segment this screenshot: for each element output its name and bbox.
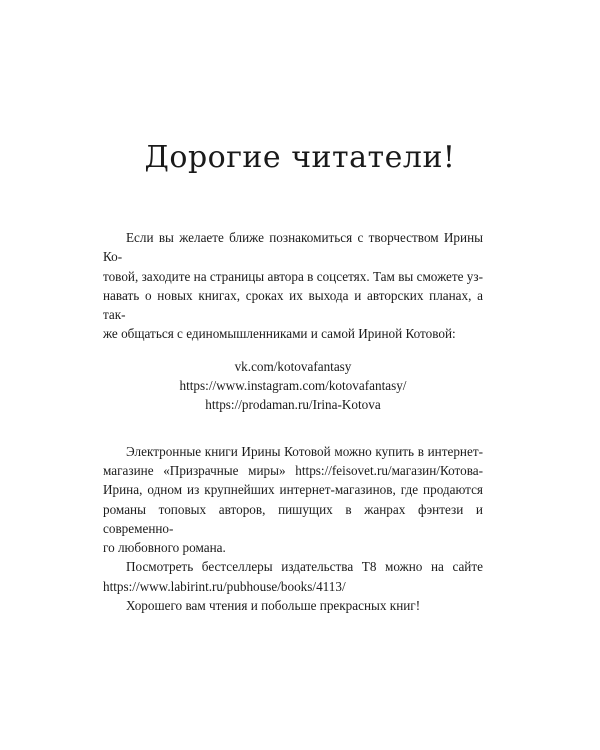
ebooks-paragraph [103, 442, 483, 558]
closing-line: Хорошего вам чтения и побольше прекрасных книг! [126, 598, 421, 614]
ebooks-line-5: го любовного романа. [103, 540, 226, 556]
ebooks-line-3: Ирина, одном из крупнейших интернет-магазинов, где продаются [103, 482, 483, 498]
intro-line-1: Если вы желаете ближе познакомиться с творчеством Ирины Ко- [103, 230, 483, 265]
page-body [103, 228, 483, 615]
intro-line-2: товой, заходите на страницы автора в соцсетях. Там вы сможете уз- [103, 268, 483, 284]
bestsellers-link[interactable]: https://www.labirint.ru/pubhouse/books/4113/ [103, 578, 346, 594]
bestsellers-paragraph [103, 557, 483, 596]
spacer [103, 415, 483, 434]
intro-paragraph [103, 228, 483, 344]
social-links [103, 357, 483, 415]
ebooks-line-1: Электронные книги Ирины Котовой можно купить в интернет- [126, 443, 483, 459]
ebooks-line-4: романы топовых авторов, пишущих в жанрах фэнтези и современно- [103, 501, 483, 536]
instagram-link[interactable]: https://www.instagram.com/kotovafantasy/ [179, 378, 407, 394]
vk-link[interactable]: vk.com/kotovafantasy [234, 358, 352, 374]
intro-line-4: же общаться с единомышленниками и самой Ириной Котовой: [103, 326, 456, 342]
intro-line-3: навать о новых книгах, сроках их выхода и авторских планах, а так- [103, 287, 483, 323]
ebooks-line-2: магазине «Призрачные миры» https://feisovet.ru/магазин/Котова- [103, 462, 483, 478]
page-title: Дорогие читатели! [144, 140, 456, 175]
prodaman-link[interactable]: https://prodaman.ru/Irina-Kotova [205, 397, 381, 413]
bestsellers-line-1: Посмотреть бестселлеры издательства Т8 можно на сайте [126, 559, 483, 575]
